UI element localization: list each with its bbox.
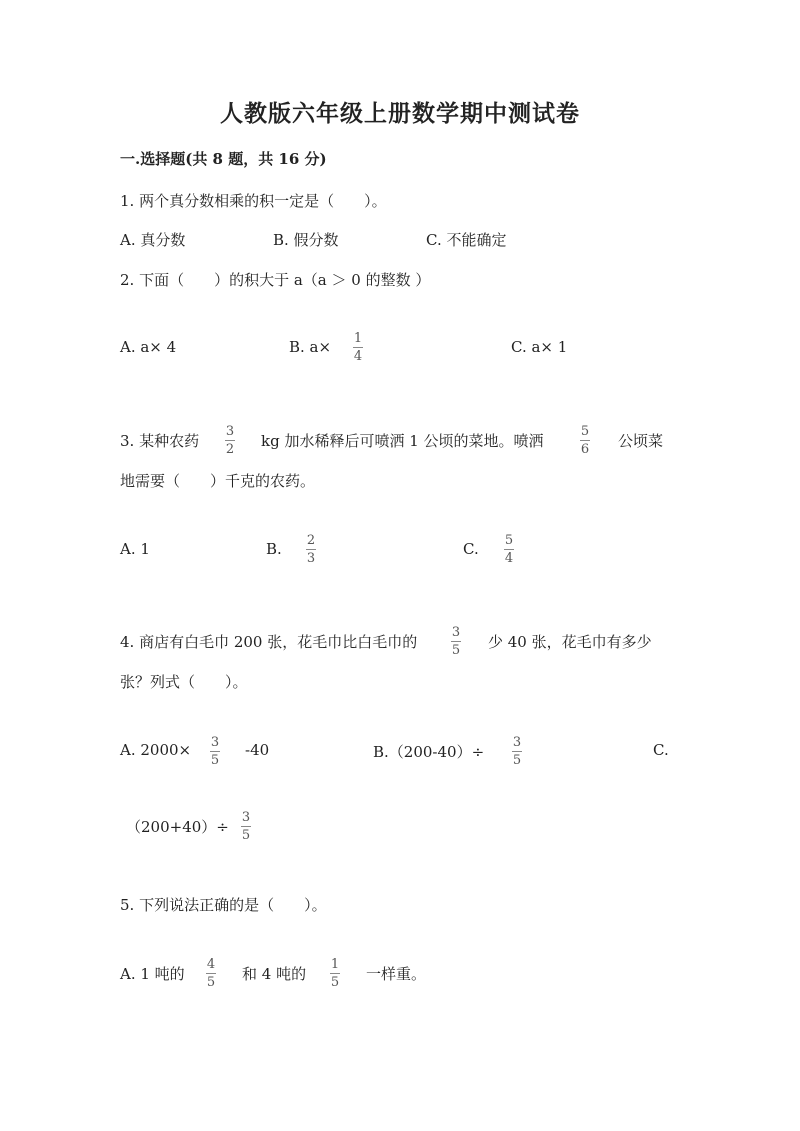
question-4-option-c: C. [653,741,669,759]
question-5-option-a-fraction-1 [206,957,216,990]
question-4-option-a-fraction [210,735,220,768]
question-2-stem: 2. 下面（ ）的积大于 a（a ＞ 0 的整数 ） [120,271,431,289]
question-3-stem-fraction-2 [580,424,590,457]
question-3-option-c-fraction [504,533,514,566]
question-4-stem-part-2: 少 40 张，花毛巾有多少 [488,633,652,651]
fraction-denominator: 4 [504,551,514,566]
fraction-denominator: 5 [512,753,522,768]
question-5-option-a-part-2: 和 4 吨的 [242,965,307,983]
fraction-denominator: 5 [210,753,220,768]
question-3-stem-part-2: kg 加水稀释后可喷洒 1 公顷的菜地。喷洒 [261,432,544,450]
question-2-option-b: B. a× [289,338,332,356]
question-3-option-b-fraction [306,533,316,566]
question-4-stem-part-1: 4. 商店有白毛巾 200 张，花毛巾比白毛巾的 [120,633,418,651]
fraction-numerator: 1 [353,331,363,346]
fraction-denominator: 5 [330,975,340,990]
fraction-denominator: 5 [451,643,461,658]
fraction-denominator: 5 [241,828,251,843]
fraction-numerator: 1 [330,957,340,972]
fraction-denominator: 6 [580,442,590,457]
fraction-denominator: 4 [353,349,363,364]
question-3-stem-part-1: 3. 某种农药 [120,432,200,450]
fraction-denominator: 5 [206,975,216,990]
fraction-numerator: 5 [504,533,514,548]
question-5-option-a-fraction-2 [330,957,340,990]
question-1-stem: 1. 两个真分数相乘的积一定是（ ）。 [120,192,387,210]
page-title: 人教版六年级上册数学期中测试卷 [220,100,580,127]
question-1-option-b: B. 假分数 [273,231,339,249]
fraction-denominator: 3 [306,551,316,566]
question-3-stem-fraction-1 [225,424,235,457]
question-4-option-b: B.（200-40）÷ [373,743,485,761]
fraction-denominator: 2 [225,442,235,457]
fraction-numerator: 5 [580,424,590,439]
question-5-option-a-part-1: A. 1 吨的 [120,965,185,983]
question-4-stem-line-2: 张？列式（ ）。 [120,673,248,691]
section-heading: 一.选择题(共 8 题，共 16 分) [120,150,327,168]
fraction-numerator: 3 [241,810,251,825]
fraction-numerator: 3 [225,424,235,439]
question-5-option-a-part-3: 一样重。 [366,965,427,983]
fraction-numerator: 2 [306,533,316,548]
question-4-stem-fraction [451,625,461,658]
question-4-option-b-fraction [512,735,522,768]
question-2-option-b-fraction [353,331,363,364]
question-5-stem: 5. 下列说法正确的是（ ）。 [120,896,327,914]
question-4-option-a: A. 2000× [120,741,192,759]
question-4-option-c-fraction [241,810,251,843]
fraction-numerator: 3 [451,625,461,640]
question-1-option-a: A. 真分数 [120,231,186,249]
question-3-stem-part-3: 公顷菜 [618,432,664,450]
fraction-numerator: 4 [206,957,216,972]
fraction-numerator: 3 [210,735,220,750]
question-1-option-c: C. 不能确定 [426,231,507,249]
question-3-option-b: B. [266,540,282,558]
question-3-option-a: A. 1 [120,540,150,558]
question-3-stem-line-2: 地需要（ ）千克的农药。 [120,472,316,490]
question-4-option-a-tail: -40 [245,741,270,759]
question-2-option-a: A. a× 4 [120,338,177,356]
question-4-option-c-line-2: （200+40）÷ [126,818,229,836]
fraction-numerator: 3 [512,735,522,750]
question-3-option-c: C. [463,540,479,558]
question-2-option-c: C. a× 1 [511,338,568,356]
